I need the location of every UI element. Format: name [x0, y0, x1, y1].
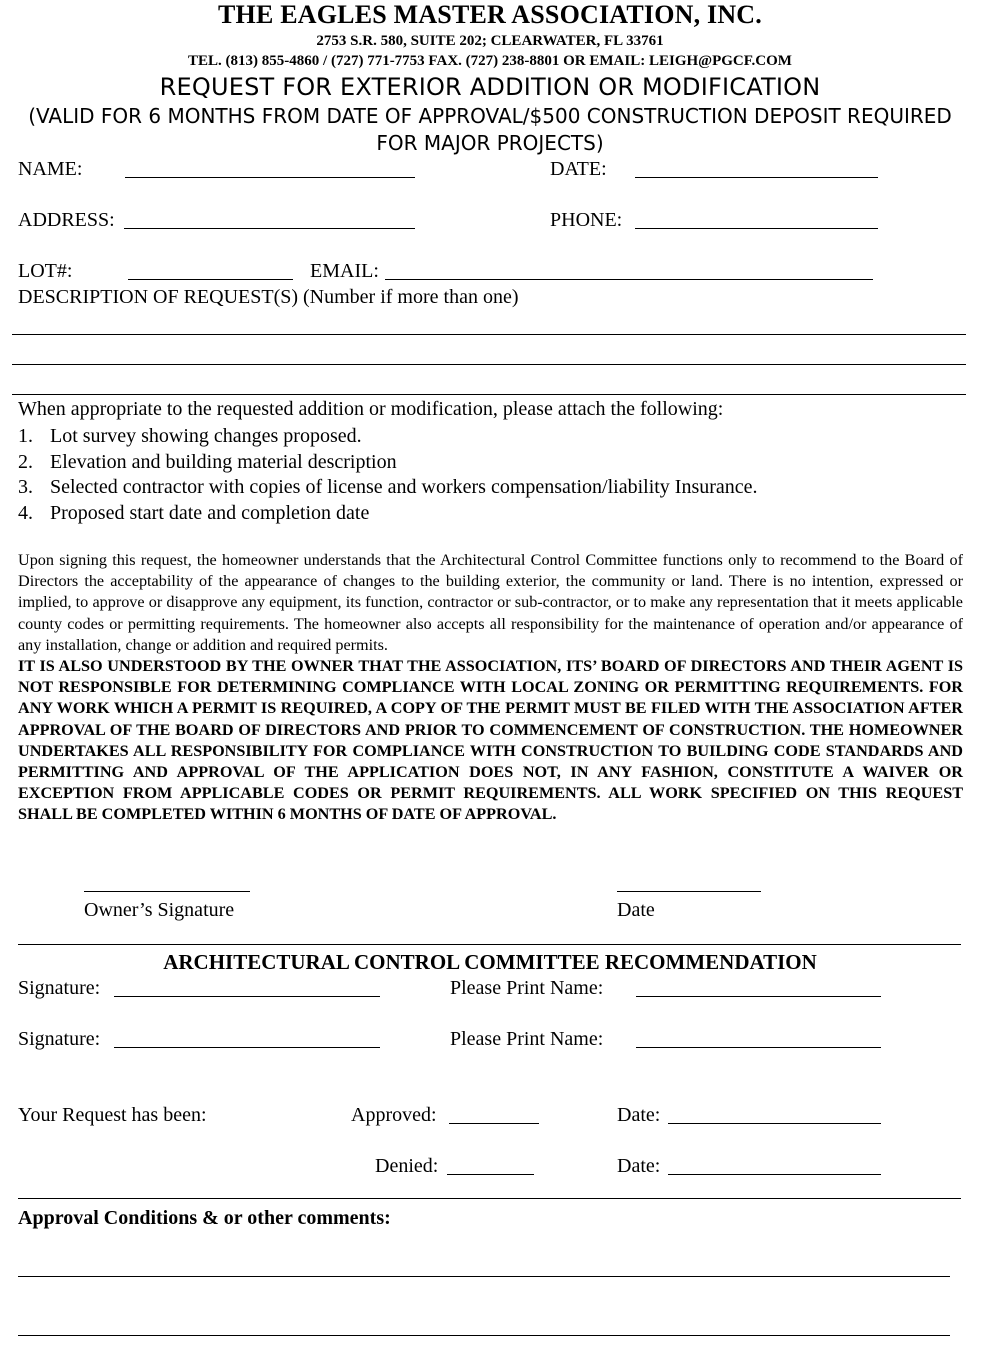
validity-line-1: (VALID FOR 6 MONTHS FROM DATE OF APPROVAL/$500 CONSTRUCTION DEPOSIT REQUIRED — [28, 104, 952, 128]
committee-print-name-field-1[interactable] — [636, 996, 881, 997]
form-title: REQUEST FOR EXTERIOR ADDITION OR MODIFICATION — [159, 73, 821, 101]
owner-date-label: Date — [617, 899, 655, 921]
committee-print-name-label-2: Please Print Name: — [450, 1028, 604, 1050]
terms-bold-paragraph: IT IS ALSO UNDERSTOOD BY THE OWNER THAT THE ASSOCIATION, ITS’ BOARD OF DIRECTORS AND THEIR AGENT IS NOT RESPONSIBLE FOR DETERMINING COMPLIANCE WITH LOCAL ZONING OR PERMITTING REQUIREMENTS. FOR ANY WORK WHICH A PERMIT IS REQUIRED, A COPY OF THE PERMIT MUST BE FILED WITH THE ASSOCIATION AFTER APPROVAL OF THE BOARD OF DIRECTORS AND PRIOR TO COMMENCEMENT OF CONSTRUCTION. THE HOMEOWNER UNDERTAKES ALL RESPONSIBILITY FOR COMPLIANCE WITH CONSTRUCTION TO BUILDING CODE STANDARDS AND PERMITTING AND APPROVAL OF THE APPLICATION DOES NOT, IN ANY FASHION, CONSTITUTE A WAIVER OR EXCEPTION FROM APPLICABLE CODES OR PERMIT REQUIREMENTS. ALL WORK SPECIFIED ON THIS REQUEST SHALL BE COMPLETED WITHIN 6 MONTHS OF DATE OF APPROVAL. — [18, 657, 963, 824]
date-label: DATE: — [550, 158, 607, 180]
attachments-list — [18, 424, 758, 526]
org-address: 2753 S.R. 580, SUITE 202; CLEARWATER, FL 33761 — [316, 33, 664, 49]
description-line-2[interactable] — [12, 364, 966, 365]
attachments-intro: When appropriate to the requested addition or modification, please attach the following: — [18, 398, 724, 420]
committee-signature-field-1[interactable] — [114, 996, 380, 997]
approved-date-label: Date: — [617, 1104, 661, 1126]
comments-line-2[interactable] — [18, 1335, 950, 1336]
divider — [18, 944, 961, 945]
lot-field[interactable] — [128, 279, 293, 280]
committee-signature-field-2[interactable] — [114, 1047, 380, 1048]
approved-label: Approved: — [351, 1104, 437, 1126]
request-status-label: Your Request has been: — [18, 1104, 207, 1126]
committee-signature-label-1: Signature: — [18, 977, 101, 999]
description-line-1[interactable] — [12, 334, 966, 335]
list-item: 2. Elevation and building material description — [18, 450, 397, 473]
committee-print-name-field-2[interactable] — [636, 1047, 881, 1048]
approved-field[interactable] — [449, 1123, 539, 1124]
owner-signature-label: Owner’s Signature — [84, 899, 235, 921]
comments-line-1[interactable] — [18, 1276, 950, 1277]
list-item: 1. Lot survey showing changes proposed. — [18, 425, 362, 447]
email-label: EMAIL: — [310, 260, 379, 282]
approved-date-field[interactable] — [668, 1123, 881, 1124]
committee-print-name-label-1: Please Print Name: — [450, 977, 604, 999]
denied-label: Denied: — [375, 1155, 439, 1177]
date-field[interactable] — [635, 177, 878, 178]
name-field[interactable] — [125, 177, 415, 178]
name-label: NAME: — [18, 158, 83, 180]
owner-date-field[interactable] — [617, 891, 761, 892]
divider — [18, 1198, 961, 1199]
phone-label: PHONE: — [550, 209, 623, 231]
list-item: 4. Proposed start date and completion date — [18, 501, 370, 524]
denied-field[interactable] — [447, 1174, 534, 1175]
lot-label: LOT#: — [18, 260, 73, 282]
phone-field[interactable] — [635, 228, 878, 229]
denied-date-field[interactable] — [668, 1174, 881, 1175]
email-field[interactable] — [385, 279, 873, 280]
denied-date-label: Date: — [617, 1155, 661, 1177]
comments-label: Approval Conditions & or other comments: — [18, 1207, 391, 1229]
description-label: DESCRIPTION OF REQUEST(S) (Number if more than one) — [18, 286, 519, 308]
description-line-3[interactable] — [12, 394, 966, 395]
committee-heading: ARCHITECTURAL CONTROL COMMITTEE RECOMMENDATION — [163, 950, 817, 974]
org-name: THE EAGLES MASTER ASSOCIATION, INC. — [218, 0, 762, 29]
validity-line-2: FOR MAJOR PROJECTS) — [376, 131, 604, 155]
address-field[interactable] — [124, 228, 415, 229]
owner-signature-field[interactable] — [84, 891, 250, 892]
org-contact: TEL. (813) 855-4860 / (727) 771-7753 FAX. (727) 238-8801 OR EMAIL: LEIGH@PGCF.COM — [188, 53, 792, 69]
committee-signature-label-2: Signature: — [18, 1028, 101, 1050]
address-label: ADDRESS: — [18, 209, 115, 231]
list-item: 3. Selected contractor with copies of license and workers compensation/liability Insurance. — [18, 476, 758, 498]
terms-paragraph: Upon signing this request, the homeowner understands that the Architectural Control Committee functions only to recommend to the Board of Directors the acceptability of the appearance of changes to the building exterior, the community or land. There is no intention, expressed or implied, to approve or disapprove any equipment, its function, contractor or sub-contractor, or to make any representation that it meets applicable county codes or permitting requirements. The homeowner also accepts all responsibility for the maintenance of operation and/or appearance of any installation, change or addition and required permits. — [18, 551, 963, 654]
